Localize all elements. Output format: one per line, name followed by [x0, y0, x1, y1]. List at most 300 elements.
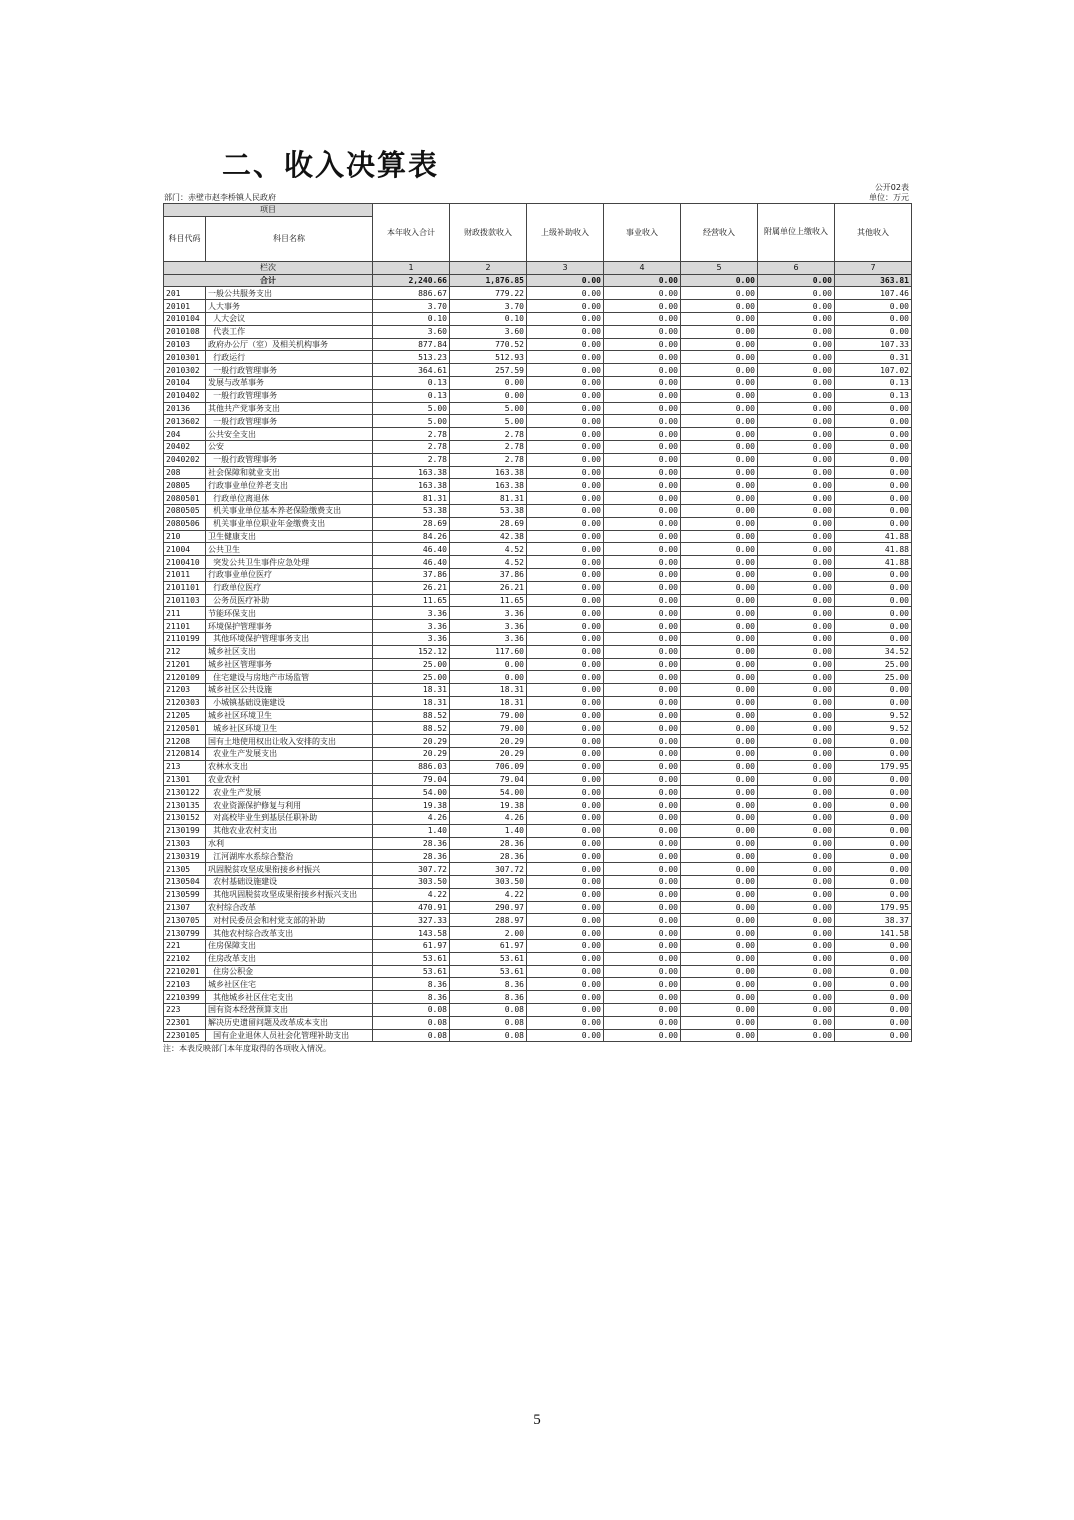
- amount-cell: 0.13: [835, 376, 912, 389]
- subject-code: 21101: [164, 620, 206, 633]
- subject-code: 22102: [164, 952, 206, 965]
- amount-cell: 0.00: [835, 312, 912, 325]
- subject-code: 2130135: [164, 799, 206, 812]
- header-seq-1: 1: [373, 261, 450, 274]
- subject-code: 210: [164, 530, 206, 543]
- amount-cell: 143.58: [373, 927, 450, 940]
- amount-cell: 0.00: [681, 876, 758, 889]
- subject-name: 一般行政管理事务: [206, 453, 373, 466]
- amount-cell: 364.61: [373, 364, 450, 377]
- subject-code: 21205: [164, 709, 206, 722]
- header-col-7: 其他收入: [835, 204, 912, 262]
- amount-cell: 0.00: [758, 901, 835, 914]
- amount-cell: 0.00: [527, 453, 604, 466]
- amount-cell: 0.00: [758, 978, 835, 991]
- amount-cell: 0.10: [373, 312, 450, 325]
- amount-cell: 0.00: [604, 812, 681, 825]
- amount-cell: 79.04: [450, 773, 527, 786]
- amount-cell: 179.95: [835, 760, 912, 773]
- subject-name: 政府办公厅（室）及相关机构事务: [206, 338, 373, 351]
- amount-cell: 0.00: [758, 671, 835, 684]
- amount-cell: 26.21: [450, 581, 527, 594]
- subject-name: 机关事业单位职业年金缴费支出: [206, 517, 373, 530]
- subject-code: 2130799: [164, 927, 206, 940]
- amount-cell: 0.00: [681, 965, 758, 978]
- subject-name: 对高校毕业生到基层任职补助: [206, 812, 373, 825]
- subject-code: 20101: [164, 300, 206, 313]
- amount-cell: 54.00: [450, 786, 527, 799]
- subject-code: 21208: [164, 735, 206, 748]
- subject-code: 21203: [164, 684, 206, 697]
- amount-cell: 0.00: [835, 594, 912, 607]
- amount-cell: 0.00: [758, 492, 835, 505]
- amount-cell: 0.00: [758, 991, 835, 1004]
- amount-cell: 88.52: [373, 722, 450, 735]
- amount-cell: 0.00: [604, 748, 681, 761]
- subject-name: 农业资源保护修复与利用: [206, 799, 373, 812]
- amount-cell: 107.33: [835, 338, 912, 351]
- amount-cell: 0.00: [604, 876, 681, 889]
- amount-cell: 0.00: [758, 709, 835, 722]
- amount-cell: 0.00: [681, 402, 758, 415]
- subject-code: 2230105: [164, 1029, 206, 1042]
- header-seq-6: 6: [758, 261, 835, 274]
- amount-cell: 0.00: [604, 415, 681, 428]
- subject-code: 2080501: [164, 492, 206, 505]
- total-value: 2,240.66: [373, 274, 450, 287]
- header-seq-4: 4: [604, 261, 681, 274]
- subject-name: 对村民委员会和村党支部的补助: [206, 914, 373, 927]
- subject-code: 21201: [164, 658, 206, 671]
- amount-cell: 0.00: [681, 888, 758, 901]
- amount-cell: 288.97: [450, 914, 527, 927]
- amount-cell: 0.00: [835, 837, 912, 850]
- subject-name: 环境保护管理事务: [206, 620, 373, 633]
- subject-name: 住房保障支出: [206, 940, 373, 953]
- amount-cell: 28.36: [450, 837, 527, 850]
- subject-name: 城乡社区公共设施: [206, 684, 373, 697]
- subject-name: 农村综合改革: [206, 901, 373, 914]
- amount-cell: 0.00: [758, 812, 835, 825]
- amount-cell: 0.00: [681, 952, 758, 965]
- amount-cell: 28.36: [450, 850, 527, 863]
- subject-name: 行政事业单位养老支出: [206, 479, 373, 492]
- amount-cell: 0.00: [835, 876, 912, 889]
- amount-cell: 0.00: [758, 364, 835, 377]
- table-row: [164, 940, 912, 953]
- amount-cell: 0.00: [604, 466, 681, 479]
- amount-cell: 0.00: [835, 1029, 912, 1042]
- subject-code: 20805: [164, 479, 206, 492]
- amount-cell: 0.00: [681, 914, 758, 927]
- amount-cell: 0.00: [758, 799, 835, 812]
- amount-cell: 0.00: [835, 300, 912, 313]
- amount-cell: 163.38: [373, 466, 450, 479]
- amount-cell: 0.00: [604, 492, 681, 505]
- amount-cell: 0.00: [681, 581, 758, 594]
- amount-cell: 0.00: [527, 837, 604, 850]
- amount-cell: 0.00: [835, 607, 912, 620]
- amount-cell: 257.59: [450, 364, 527, 377]
- amount-cell: 3.36: [373, 607, 450, 620]
- amount-cell: 0.00: [681, 556, 758, 569]
- amount-cell: 0.00: [835, 517, 912, 530]
- amount-cell: 81.31: [373, 492, 450, 505]
- amount-cell: 0.00: [681, 824, 758, 837]
- subject-code: 2130599: [164, 888, 206, 901]
- amount-cell: 0.00: [681, 620, 758, 633]
- table-row: [164, 632, 912, 645]
- subject-code: 2013602: [164, 415, 206, 428]
- subject-code: 2120109: [164, 671, 206, 684]
- amount-cell: 0.00: [527, 620, 604, 633]
- amount-cell: 0.00: [681, 415, 758, 428]
- income-table-body: [164, 204, 912, 1042]
- table-row: [164, 952, 912, 965]
- amount-cell: 0.00: [527, 581, 604, 594]
- table-row: [164, 594, 912, 607]
- amount-cell: 61.97: [450, 940, 527, 953]
- amount-cell: 0.00: [758, 620, 835, 633]
- table-row: [164, 376, 912, 389]
- amount-cell: 327.33: [373, 914, 450, 927]
- amount-cell: 0.00: [681, 492, 758, 505]
- amount-cell: 0.00: [835, 415, 912, 428]
- amount-cell: 11.65: [373, 594, 450, 607]
- amount-cell: 0.00: [604, 671, 681, 684]
- amount-cell: 8.36: [450, 978, 527, 991]
- subject-code: 2130122: [164, 786, 206, 799]
- amount-cell: 0.00: [527, 978, 604, 991]
- subject-code: 208: [164, 466, 206, 479]
- amount-cell: 0.00: [604, 607, 681, 620]
- amount-cell: 0.00: [604, 927, 681, 940]
- amount-cell: 0.00: [758, 850, 835, 863]
- header-seq-2: 2: [450, 261, 527, 274]
- subject-name: 城乡社区支出: [206, 645, 373, 658]
- amount-cell: 0.00: [604, 1004, 681, 1017]
- subject-name: 城乡社区管理事务: [206, 658, 373, 671]
- amount-cell: 3.60: [450, 325, 527, 338]
- subject-name: 行政单位离退休: [206, 492, 373, 505]
- table-row: [164, 440, 912, 453]
- amount-cell: 2.78: [450, 453, 527, 466]
- amount-cell: 0.00: [604, 402, 681, 415]
- amount-cell: 0.00: [604, 364, 681, 377]
- amount-cell: 0.00: [835, 888, 912, 901]
- amount-cell: 0.00: [604, 658, 681, 671]
- subject-code: 2130199: [164, 824, 206, 837]
- subject-name: 节能环保支出: [206, 607, 373, 620]
- amount-cell: 0.00: [604, 440, 681, 453]
- amount-cell: 0.00: [835, 504, 912, 517]
- amount-cell: 0.00: [604, 773, 681, 786]
- amount-cell: 0.00: [527, 376, 604, 389]
- amount-cell: 0.00: [681, 325, 758, 338]
- table-row: [164, 530, 912, 543]
- subject-name: 城乡社区环境卫生: [206, 709, 373, 722]
- amount-cell: 0.00: [604, 568, 681, 581]
- subject-name: 农业生产发展: [206, 786, 373, 799]
- amount-cell: 0.00: [681, 351, 758, 364]
- subject-code: 2130705: [164, 914, 206, 927]
- amount-cell: 0.00: [681, 901, 758, 914]
- amount-cell: 0.00: [835, 325, 912, 338]
- amount-cell: 303.50: [373, 876, 450, 889]
- amount-cell: 4.22: [373, 888, 450, 901]
- table-note: 注：本表反映部门本年度取得的各项收入情况。: [163, 1044, 331, 1054]
- amount-cell: 0.00: [681, 364, 758, 377]
- amount-cell: 0.00: [835, 735, 912, 748]
- amount-cell: 706.09: [450, 760, 527, 773]
- amount-cell: 0.13: [373, 376, 450, 389]
- table-row: [164, 543, 912, 556]
- total-label: 合计: [164, 274, 373, 287]
- amount-cell: 0.00: [681, 850, 758, 863]
- table-row: [164, 748, 912, 761]
- amount-cell: 0.00: [527, 1029, 604, 1042]
- amount-cell: 0.00: [604, 799, 681, 812]
- amount-cell: 0.00: [604, 850, 681, 863]
- amount-cell: 53.38: [450, 504, 527, 517]
- table-row: [164, 684, 912, 697]
- subject-code: 2210201: [164, 965, 206, 978]
- subject-code: 2130152: [164, 812, 206, 825]
- amount-cell: 107.46: [835, 287, 912, 300]
- amount-cell: 19.38: [373, 799, 450, 812]
- amount-cell: 11.65: [450, 594, 527, 607]
- amount-cell: 0.00: [681, 671, 758, 684]
- table-row: [164, 901, 912, 914]
- amount-cell: 0.00: [758, 338, 835, 351]
- amount-cell: 20.29: [450, 735, 527, 748]
- amount-cell: 0.00: [835, 965, 912, 978]
- subject-name: 江河湖库水系综合整治: [206, 850, 373, 863]
- amount-cell: 41.88: [835, 530, 912, 543]
- subject-code: 2010108: [164, 325, 206, 338]
- table-row: [164, 1016, 912, 1029]
- amount-cell: 5.00: [373, 415, 450, 428]
- subject-code: 22301: [164, 1016, 206, 1029]
- subject-name: 行政事业单位医疗: [206, 568, 373, 581]
- subject-code: 2120814: [164, 748, 206, 761]
- subject-name: 其他环境保护管理事务支出: [206, 632, 373, 645]
- amount-cell: 0.00: [527, 671, 604, 684]
- header-col-3: 上级补助收入: [527, 204, 604, 262]
- amount-cell: 0.00: [681, 786, 758, 799]
- subject-name: 农林水支出: [206, 760, 373, 773]
- table-row: [164, 991, 912, 1004]
- amount-cell: 4.26: [373, 812, 450, 825]
- amount-cell: 0.00: [681, 927, 758, 940]
- amount-cell: 0.00: [604, 786, 681, 799]
- amount-cell: 0.00: [758, 632, 835, 645]
- amount-cell: 0.00: [604, 594, 681, 607]
- subject-name: 机关事业单位基本养老保险缴费支出: [206, 504, 373, 517]
- subject-code: 21301: [164, 773, 206, 786]
- amount-cell: 0.00: [527, 684, 604, 697]
- amount-cell: 0.13: [373, 389, 450, 402]
- amount-cell: 0.00: [835, 812, 912, 825]
- subject-code: 2040202: [164, 453, 206, 466]
- table-row: [164, 696, 912, 709]
- amount-cell: 0.00: [835, 632, 912, 645]
- amount-cell: 470.91: [373, 901, 450, 914]
- amount-cell: 0.00: [758, 376, 835, 389]
- subject-code: 2110199: [164, 632, 206, 645]
- amount-cell: 0.00: [835, 440, 912, 453]
- amount-cell: 0.00: [681, 287, 758, 300]
- amount-cell: 0.00: [527, 402, 604, 415]
- table-row: [164, 453, 912, 466]
- subject-name: 巩固脱贫攻坚成果衔接乡村振兴: [206, 863, 373, 876]
- amount-cell: 0.00: [527, 760, 604, 773]
- amount-cell: 0.00: [835, 940, 912, 953]
- amount-cell: 0.00: [681, 504, 758, 517]
- amount-cell: 1.40: [373, 824, 450, 837]
- amount-cell: 0.08: [450, 1029, 527, 1042]
- amount-cell: 88.52: [373, 709, 450, 722]
- amount-cell: 0.00: [758, 440, 835, 453]
- amount-cell: 0.00: [758, 556, 835, 569]
- amount-cell: 0.00: [604, 530, 681, 543]
- amount-cell: 41.88: [835, 543, 912, 556]
- subject-name: 城乡社区住宅: [206, 978, 373, 991]
- subject-name: 一般行政管理事务: [206, 389, 373, 402]
- amount-cell: 4.22: [450, 888, 527, 901]
- amount-cell: 0.00: [604, 312, 681, 325]
- amount-cell: 53.61: [450, 965, 527, 978]
- subject-code: 20402: [164, 440, 206, 453]
- amount-cell: 0.00: [604, 824, 681, 837]
- amount-cell: 0.00: [604, 722, 681, 735]
- header-col-5: 经营收入: [681, 204, 758, 262]
- amount-cell: 0.00: [835, 786, 912, 799]
- amount-cell: 0.00: [835, 952, 912, 965]
- amount-cell: 18.31: [373, 696, 450, 709]
- amount-cell: 0.00: [758, 607, 835, 620]
- table-row: [164, 568, 912, 581]
- amount-cell: 512.93: [450, 351, 527, 364]
- amount-cell: 0.08: [450, 1004, 527, 1017]
- amount-cell: 0.00: [681, 1004, 758, 1017]
- total-value: 0.00: [527, 274, 604, 287]
- amount-cell: 0.00: [527, 300, 604, 313]
- table-row: [164, 760, 912, 773]
- subject-name: 其他农业农村支出: [206, 824, 373, 837]
- amount-cell: 3.36: [450, 620, 527, 633]
- amount-cell: 0.00: [604, 645, 681, 658]
- income-table: [163, 203, 912, 1042]
- table-row: [164, 978, 912, 991]
- amount-cell: 26.21: [373, 581, 450, 594]
- amount-cell: 0.00: [758, 1004, 835, 1017]
- amount-cell: 0.00: [758, 786, 835, 799]
- amount-cell: 0.00: [758, 453, 835, 466]
- amount-cell: 0.00: [527, 927, 604, 940]
- amount-cell: 0.00: [527, 914, 604, 927]
- amount-cell: 0.00: [604, 684, 681, 697]
- amount-cell: 28.69: [450, 517, 527, 530]
- amount-cell: 0.00: [527, 479, 604, 492]
- amount-cell: 0.00: [450, 389, 527, 402]
- amount-cell: 0.00: [681, 837, 758, 850]
- amount-cell: 4.52: [450, 543, 527, 556]
- subject-name: 公务员医疗补助: [206, 594, 373, 607]
- amount-cell: 0.00: [604, 504, 681, 517]
- amount-cell: 0.00: [681, 863, 758, 876]
- table-row: [164, 300, 912, 313]
- amount-cell: 0.00: [835, 824, 912, 837]
- amount-cell: 0.00: [835, 978, 912, 991]
- amount-cell: 0.10: [450, 312, 527, 325]
- amount-cell: 0.00: [527, 850, 604, 863]
- amount-cell: 0.00: [604, 338, 681, 351]
- amount-cell: 0.00: [758, 748, 835, 761]
- table-row: [164, 658, 912, 671]
- amount-cell: 0.08: [450, 1016, 527, 1029]
- amount-cell: 0.00: [604, 1016, 681, 1029]
- amount-cell: 0.00: [758, 504, 835, 517]
- amount-cell: 0.00: [835, 1004, 912, 1017]
- amount-cell: 179.95: [835, 901, 912, 914]
- amount-cell: 0.00: [758, 684, 835, 697]
- amount-cell: 0.00: [835, 492, 912, 505]
- subject-code: 21305: [164, 863, 206, 876]
- amount-cell: 152.12: [373, 645, 450, 658]
- table-row: [164, 965, 912, 978]
- amount-cell: 0.00: [681, 684, 758, 697]
- table-code-line: [163, 183, 911, 193]
- amount-cell: 0.00: [604, 389, 681, 402]
- amount-cell: 0.00: [835, 428, 912, 441]
- amount-cell: 0.00: [758, 415, 835, 428]
- table-row: [164, 671, 912, 684]
- amount-cell: 307.72: [373, 863, 450, 876]
- subject-code: 2010301: [164, 351, 206, 364]
- subject-code: 213: [164, 760, 206, 773]
- amount-cell: 0.00: [604, 991, 681, 1004]
- amount-cell: 0.00: [835, 850, 912, 863]
- amount-cell: 0.00: [758, 428, 835, 441]
- header-row-seq: [164, 261, 912, 274]
- amount-cell: 0.00: [835, 696, 912, 709]
- amount-cell: 0.00: [527, 888, 604, 901]
- amount-cell: 0.00: [527, 466, 604, 479]
- table-row: [164, 876, 912, 889]
- amount-cell: 0.00: [681, 376, 758, 389]
- amount-cell: 3.36: [373, 620, 450, 633]
- amount-cell: 53.61: [450, 952, 527, 965]
- subject-code: 21303: [164, 837, 206, 850]
- amount-cell: 0.00: [758, 300, 835, 313]
- amount-cell: 0.00: [681, 453, 758, 466]
- header-col-2: 财政拨款收入: [450, 204, 527, 262]
- amount-cell: 0.00: [604, 300, 681, 313]
- table-row: [164, 888, 912, 901]
- table-row: [164, 799, 912, 812]
- total-value: 1,876.85: [450, 274, 527, 287]
- amount-cell: 0.00: [450, 658, 527, 671]
- amount-cell: 0.00: [604, 479, 681, 492]
- amount-cell: 0.00: [604, 978, 681, 991]
- amount-cell: 37.86: [373, 568, 450, 581]
- table-row: [164, 364, 912, 377]
- amount-cell: 84.26: [373, 530, 450, 543]
- subject-name: 农业农村: [206, 773, 373, 786]
- amount-cell: 0.00: [527, 287, 604, 300]
- subject-code: 2120303: [164, 696, 206, 709]
